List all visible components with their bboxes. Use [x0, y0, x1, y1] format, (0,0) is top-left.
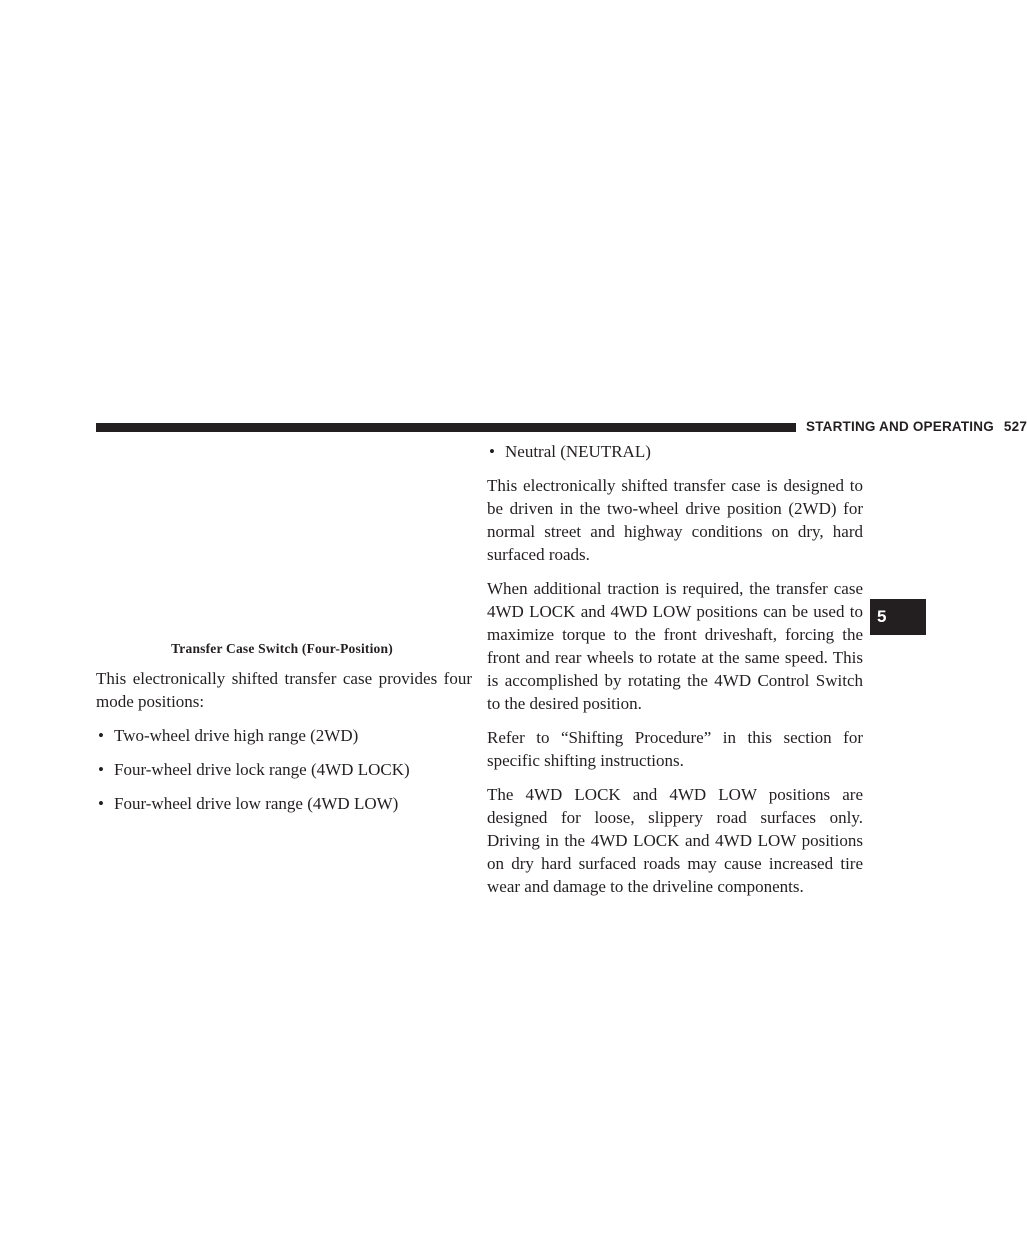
figure-caption: Transfer Case Switch (Four-Position)	[171, 641, 393, 656]
list-item-text: Four-wheel drive lock range (4WD LOCK)	[114, 760, 410, 779]
bullet-icon: •	[98, 760, 104, 779]
right-column	[487, 440, 863, 909]
list-item	[96, 792, 472, 815]
chapter-tab: 5	[870, 599, 926, 635]
left-column	[96, 640, 472, 826]
body-paragraph: When additional traction is required, the transfer case 4WD LOCK and 4WD LOW positions can be used to maximize torque to the front driveshaft, forcing the front and rear wheels to rotate at the same speed. This is accomplished by rotating the 4WD Control Switch to the desired position.	[487, 579, 863, 713]
list-item-text: Two-wheel drive high range (2WD)	[114, 726, 359, 745]
bullet-icon: •	[98, 726, 104, 745]
list-item-text: Four-wheel drive low range (4WD LOW)	[114, 794, 399, 813]
intro-paragraph: This electronically shifted transfer case provides four mode positions:	[96, 669, 472, 711]
list-item	[96, 724, 472, 747]
section-title: STARTING AND OPERATING	[806, 419, 994, 434]
header-rule	[96, 423, 796, 432]
body-paragraph: The 4WD LOCK and 4WD LOW positions are designed for loose, slippery road surfaces only. Driving in the 4WD LOCK and 4WD LOW positions on dry hard surfaced roads may cause increased tire wear and damage to the driveline components.	[487, 785, 863, 896]
list-item	[487, 440, 863, 463]
running-header	[806, 419, 1027, 434]
page-number: 527	[1003, 419, 1027, 434]
mode-list-continued	[487, 440, 863, 463]
bullet-icon: •	[98, 794, 104, 813]
list-item	[96, 758, 472, 781]
bullet-icon: •	[489, 442, 495, 461]
body-paragraph: Refer to “Shifting Procedure” in this section for specific shifting instructions.	[487, 728, 863, 770]
mode-list	[96, 724, 472, 815]
body-paragraph: This electronically shifted transfer case is designed to be driven in the two-wheel drive position (2WD) for normal street and highway conditions on dry, hard surfaced roads.	[487, 476, 863, 564]
list-item-text: Neutral (NEUTRAL)	[505, 442, 651, 461]
